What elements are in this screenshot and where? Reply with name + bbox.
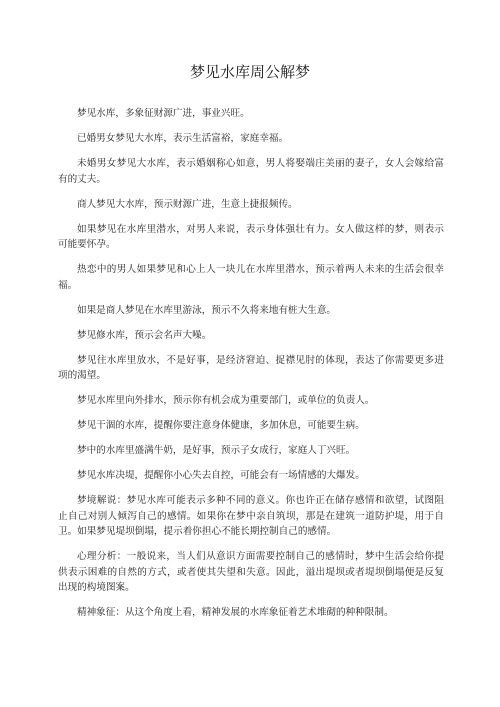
paragraph: 梦见干涸的水库，提醒你要注意身体健康，多加休息，可能要生病。 [77, 420, 365, 431]
paragraph: 已婚男女梦见大水库，表示生活富裕，家庭幸福。 [77, 133, 289, 144]
paragraph: 梦见水库决堤，提醒你小心失去自控，可能会有一场情感的大爆发。 [77, 470, 365, 481]
document-title: 梦见水库周公解梦 [189, 63, 310, 81]
paragraph: 商人梦见大水库，预示财源广进，生意上捷报频传。 [77, 198, 298, 210]
paragraph: 未婚男女梦见大水库，表示婚姻称心如意，男人将娶端庄美丽的妻子，女人会嫁给富 有的丈夫。 [58, 158, 454, 185]
document-body [58, 106, 454, 630]
paragraph: 梦见修水库，预示会名声大噪。 [77, 329, 212, 341]
paragraph: 梦见水库里向外排水，预示你有机会成为重要部门，或单位的负责人。 [77, 395, 375, 406]
paragraph: 精神象征：从这个角度上看，精神发展的水库象征着艺术堆砌的种种限制。 [77, 607, 394, 618]
paragraph: 梦境解说：梦见水库可能表示多种不同的意义。你也许正在储存感情和欲望，试图阻 止自己对别人倾泻自己的感情。如果你在梦中亲自筑坝，那是在建筑一道防护堤，用于自 卫。如果梦见堤坝倒塌，提示着你担心不能长期控制自己的感情。 [58, 495, 454, 537]
paragraph: 梦中的水库里盛满牛奶，是好事，预示子女成行，家庭人丁兴旺。 [77, 445, 356, 456]
paragraph: 如果梦见在水库里潜水，对男人来说，表示身体强壮有力。女人做这样的梦，则表示 可能要怀孕。 [58, 223, 454, 250]
paragraph: 梦见水库，多象征财源广进，事业兴旺。 [77, 108, 250, 119]
paragraph: 梦见往水库里放水，不是好事，是经济窘迫、捉襟见肘的体现，表达了你需要更多进 项的渴望。 [58, 354, 454, 381]
paragraph: 热恋中的男人如果梦见和心上人一块儿在水库里潜水，预示着两人未来的生活会很幸 福。 [58, 264, 454, 291]
paragraph: 心理分析：一般说来，当人们从意识方面需要控制自己的感情时，梦中生活会给你提 供表示困难的自然的方式，或者使其失望和失意。因此，溢出堤坝或者堤坝倒塌便是反复 出现的构境图案。 [58, 551, 454, 593]
paragraph: 如果是商人梦见在水库里游泳，预示不久将来地有桩大生意。 [77, 304, 337, 316]
